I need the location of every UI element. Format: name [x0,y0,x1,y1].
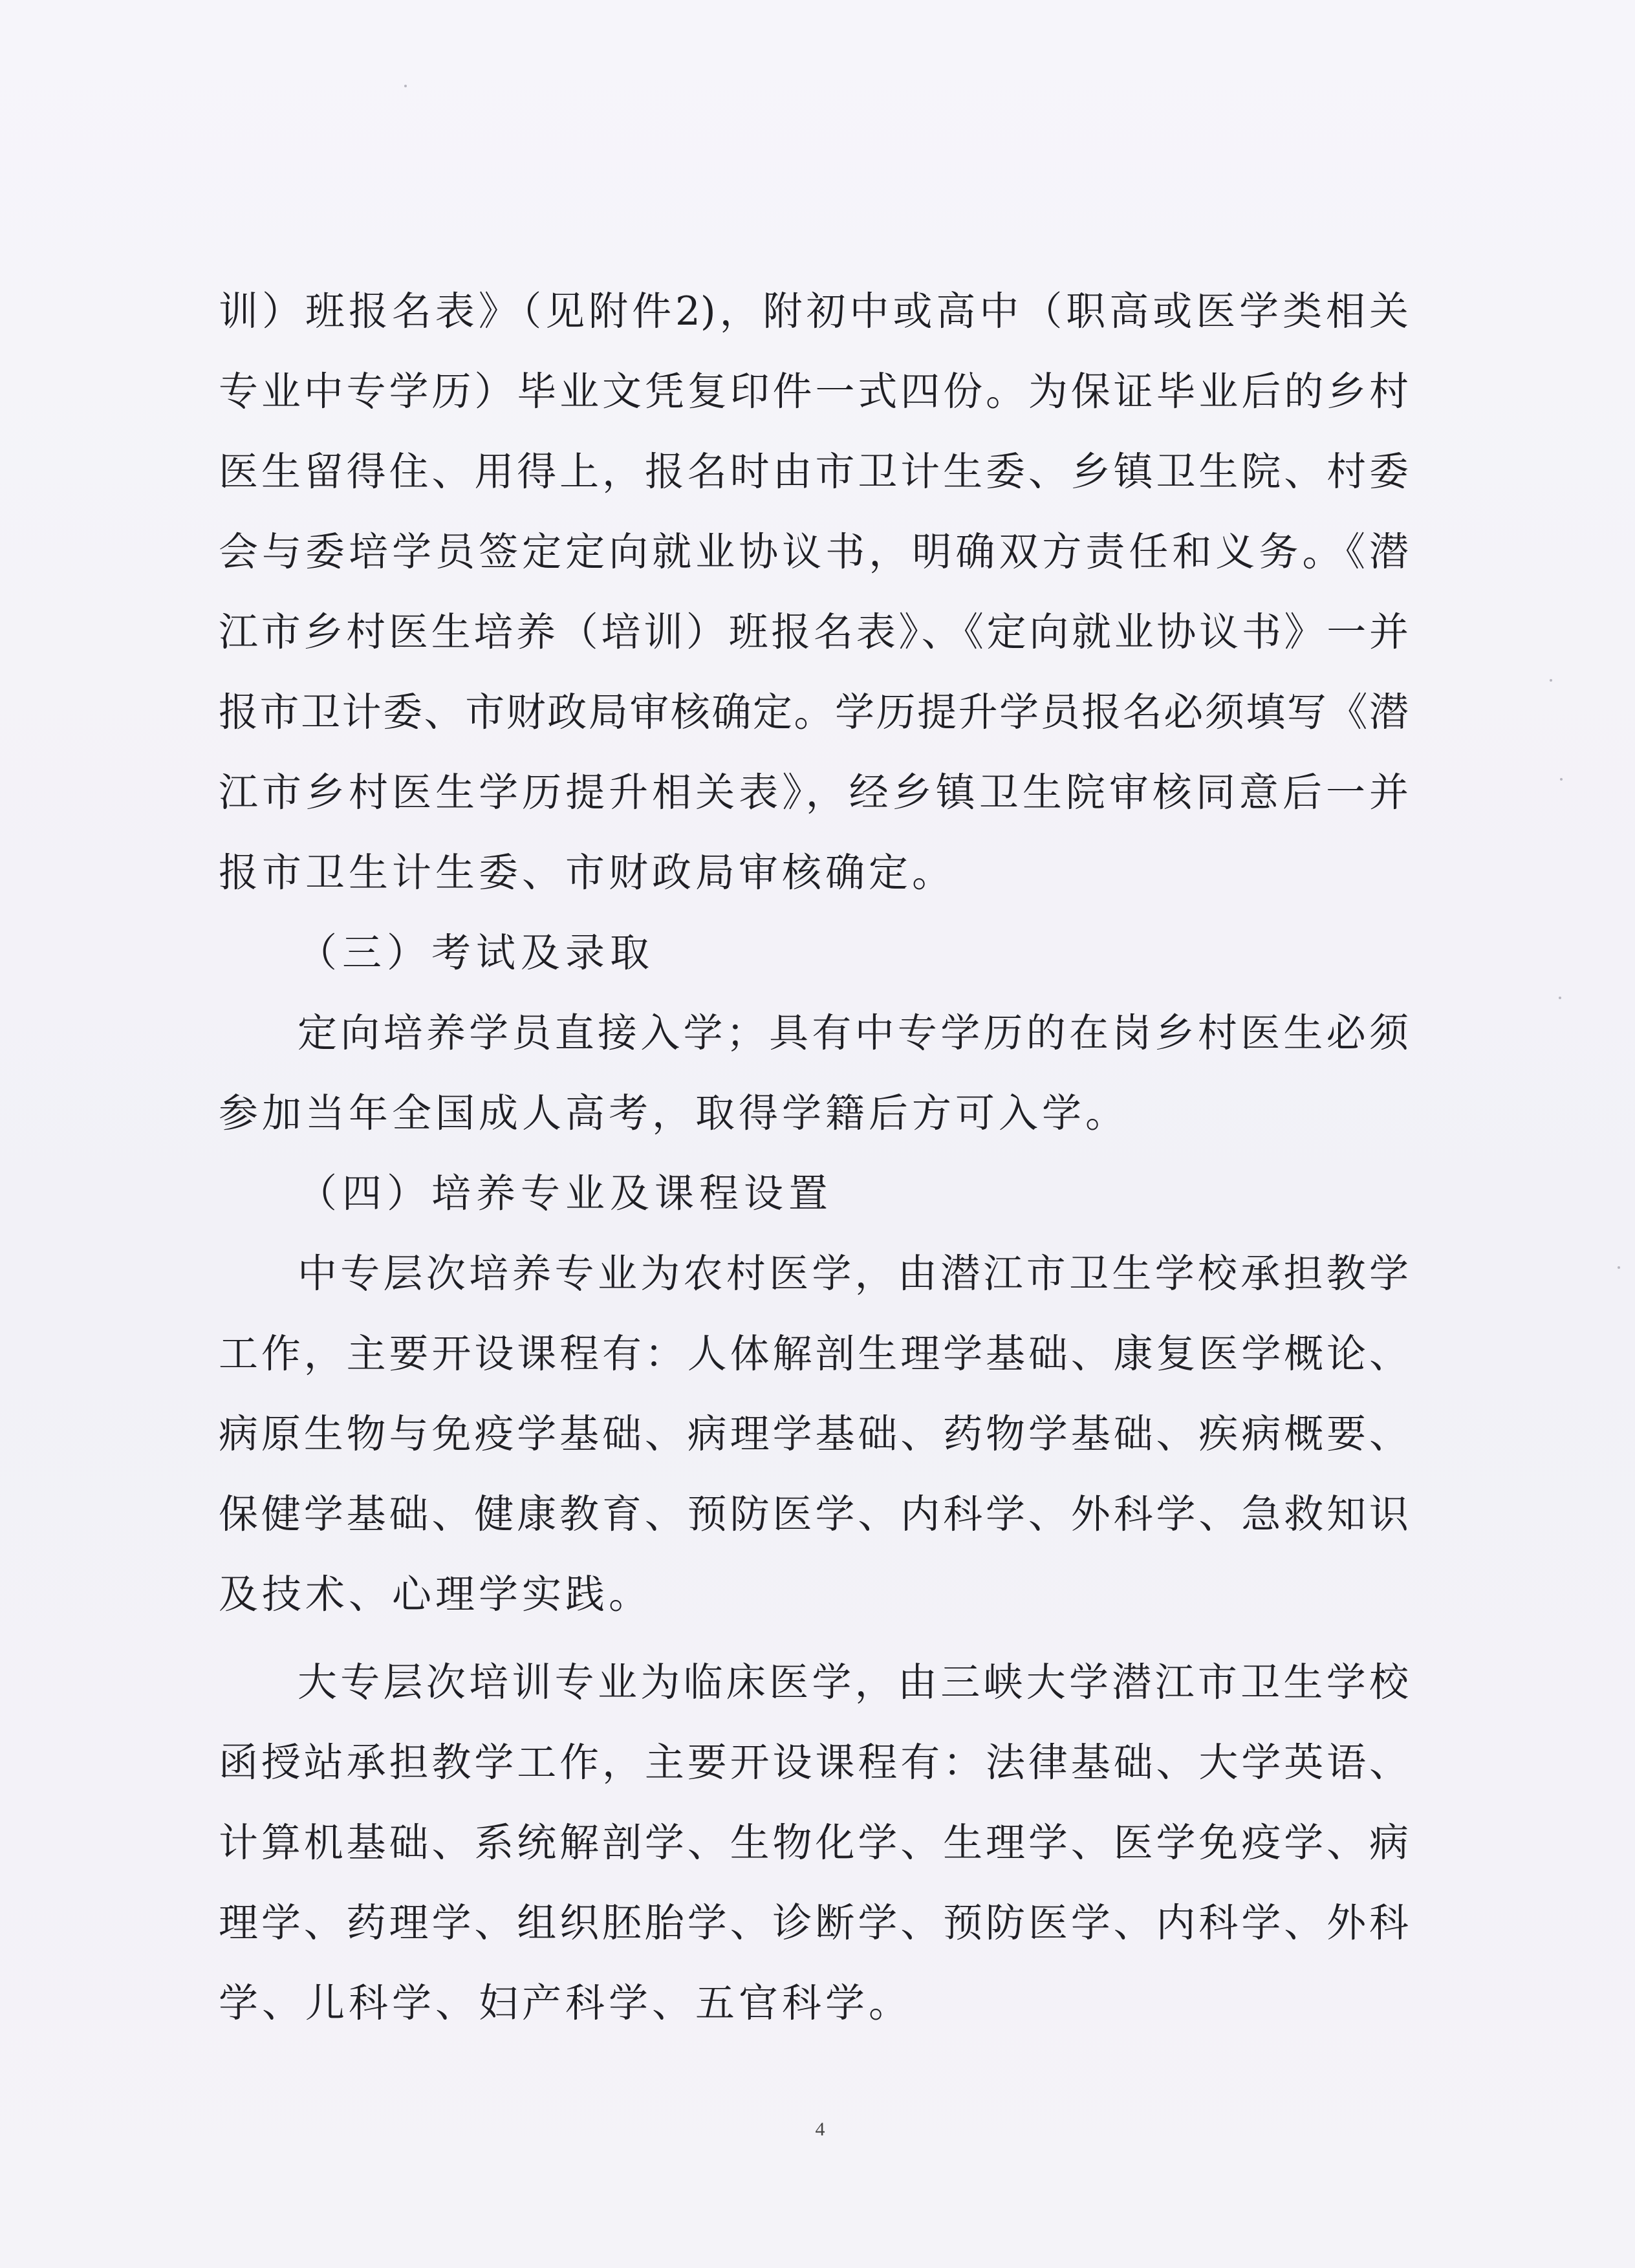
scan-speck [404,85,407,87]
section-heading: （三）考试及录取 [298,930,655,976]
scan-speck [1618,1266,1620,1269]
text-line: 保健学基础、健康教育、预防医学、内科学、外科学、急救知识 [219,1491,1409,1537]
text-line: 学、儿科学、妇产科学、五官科学。 [219,1980,913,2026]
page-number: 4 [815,2119,825,2140]
text-line: 工作，主要开设课程有：人体解剖生理学基础、康复医学概论、 [219,1331,1409,1377]
text-line: 参加当年全国成人高考，取得学籍后方可入学。 [219,1090,1129,1136]
text-line: 医生留得住、用得上，报名时由市卫计生委、乡镇卫生院、村委 [219,449,1409,495]
text-line: 函授站承担教学工作，主要开设课程有：法律基础、大学英语、 [219,1740,1409,1786]
scan-speck [1560,778,1563,781]
text-line: 中专层次培养专业为农村医学，由潜江市卫生学校承担教学 [298,1251,1409,1297]
scan-speck [1559,997,1561,999]
text-line: 报市卫计委、市财政局审核确定。学历提升学员报名必须填写《潜 [219,689,1409,735]
text-line: 报市卫生计生委、市财政局审核确定。 [219,850,956,896]
text-line: 及技术、心理学实践。 [219,1571,653,1617]
text-line: 理学、药理学、组织胚胎学、诊断学、预防医学、内科学、外科 [219,1900,1409,1946]
text-line: 会与委培学员签定定向就业协议书，明确双方责任和义务。《潜 [219,529,1409,575]
text-line: 大专层次培训专业为临床医学，由三峡大学潜江市卫生学校 [298,1659,1409,1705]
scan-speck [1550,679,1552,682]
text-line: 病原生物与免疫学基础、病理学基础、药物学基础、疾病概要、 [219,1411,1409,1457]
text-line: 定向培养学员直接入学；具有中专学历的在岗乡村医生必须 [298,1010,1409,1056]
text-line: 江市乡村医生学历提升相关表》，经乡镇卫生院审核同意后一并 [219,770,1409,815]
text-line: 计算机基础、系统解剖学、生物化学、生理学、医学免疫学、病 [219,1820,1409,1866]
section-heading: （四）培养专业及课程设置 [298,1171,834,1216]
text-line: 专业中专学历）毕业文凭复印件一式四份。为保证毕业后的乡村 [219,369,1409,415]
text-line: 江市乡村医生培养（培训）班报名表》、《定向就业协议书》一并 [219,609,1409,655]
text-line: 训）班报名表》（见附件2)，附初中或高中（职高或医学类相关 [219,288,1409,334]
